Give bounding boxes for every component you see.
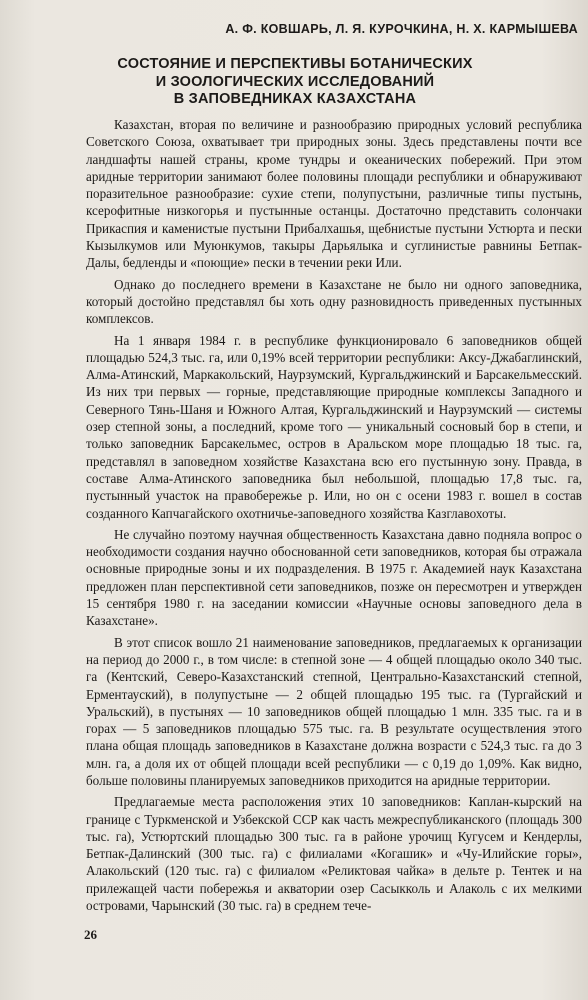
paragraph: В этот список вошло 21 наименование заповедников, предлагаемых к организации на период до 2000 г., в том числе: в степной зоне — 4 общей площадью около 340 тыс. га (Кентский, Северо-Казахстанский степной, Центрально-Казахстанский степной, Ерментауский), в полупустыне — 2 общей площадью 195 тыс. га (Тургайский и Уральский), в пустынях — 10 заповедников общей площадью 1 млн. 335 тыс. га и в горах — 5 заповедников площадью 575 тыс. га. В результате осуществления этого плана общая площадь заповедников в Казахстане должна возрасти с 524,3 тыс. га до 3 млн. га, а доля их от общей площади всей республики — с 0,19 до 1,09%. Как видно, больше половины планируемых заповедников приходится на аридные территории. — [86, 634, 582, 788]
paragraph: Казахстан, вторая по величине и разнообразию природных условий республика Советского Союза, охватывает три природных зоны. Здесь представлены почти все ландшафты нашей страны, кроме тундры и океанических побережий. При этом аридные территории занимают более половины площади республики и обнаруживают поразительное разнообразие: сухие степи, полупустыни, различные типы пустынь, ксерофитные низкогорья и пустынные останцы. Достаточно представить солончаки Прикаспия и каменистые пустыни Прибалхашья, щебнистые пустыни Устюрта и пески Кызылкумов или Муюнкумов, такыры Дарьялыка и суглинистые равнины Бетпак-Далы, бедленды и «поющие» пески в течении реки Или. — [86, 117, 582, 271]
page-number: 26 — [84, 927, 97, 942]
paragraph: Не случайно поэтому научная общественность Казахстана давно подняла вопрос о необходимости создания научно обоснованной сети заповедников, которая бы отражала основные природные зоны и их подразделения. В 1975 г. Академией наук Казахстана предложен план перспективной сети заповедников, позже он пересмотрен и утвержден 15 сентября 1980 г. на заседании комиссии «Научные основы заповедного дела в Казахстане». — [86, 526, 582, 629]
paragraph: Однако до последнего времени в Казахстане не было ни одного заповедника, который достойно представлял бы хоть одну разновидность приведенных пустынных комплексов. — [86, 276, 582, 327]
article-body — [86, 116, 582, 918]
title-line: СОСТОЯНИЕ И ПЕРСПЕКТИВЫ БОТАНИЧЕСКИХ — [117, 56, 473, 72]
paragraph: На 1 января 1984 г. в республике функционировало 6 заповедников общей площадью 524,3 тыс. га, или 0,19% всей территории республики: Аксу-Джабаглинский, Алма-Атинский, Маркакольский, Наурзумский, Кургальджинский и Барсакельмесский. Из них три первых — горные, представляющие природные комплексы Западного и Северного Тянь-Шаня и Южного Алтая, Кургальджинский и Наурзумский — системы озер степной зоны, а последний, кроме того — уникальный сосновый бор в степи, и только заповедник Барсакельмес, остров в Аральском море площадью 18 тыс. га, представлял в заповедном хозяйстве Казахстана всю его пустынную зону. Правда, в составе Алма-Атинского заповедника был небольшой, площадью 17,8 тыс. га, пустынный участок на правобережье р. Или, но он с осени 1983 г. вошел в состав созданного Капчагайского охотничье-заповедного хозяйства Казглавохоты. — [86, 332, 582, 521]
authors-line: А. Ф. КОВШАРЬ, Л. Я. КУРОЧКИНА, Н. Х. КАРМЫШЕВА — [225, 22, 578, 36]
title-line: И ЗООЛОГИЧЕСКИХ ИССЛЕДОВАНИЙ — [155, 73, 435, 90]
title-line: В ЗАПОВЕДНИКАХ КАЗАХСТАНА — [173, 91, 417, 107]
article-title — [60, 56, 530, 109]
paragraph: Предлагаемые места расположения этих 10 заповедников: Каплан-кырский на границе с Туркменской и Узбекской ССР как часть межреспубликанского (площадь 300 тыс. га), Устюртский площадью 300 тыс. га в районе урочищ Кугусем и Кендерлы, Бетпак-Далинский (300 тыс. га) с филиалами «Когашик» и «Чу-Илийские горы», Алакольский (120 тыс. га) с филиалом «Реликтовая чайка» в дельте р. Тентек и на прилежащей части побережья и акватории озер Сасыкколь и Алаколь с их мелкими островами, Чарынский (30 тыс. га) в среднем тече- — [86, 794, 582, 914]
